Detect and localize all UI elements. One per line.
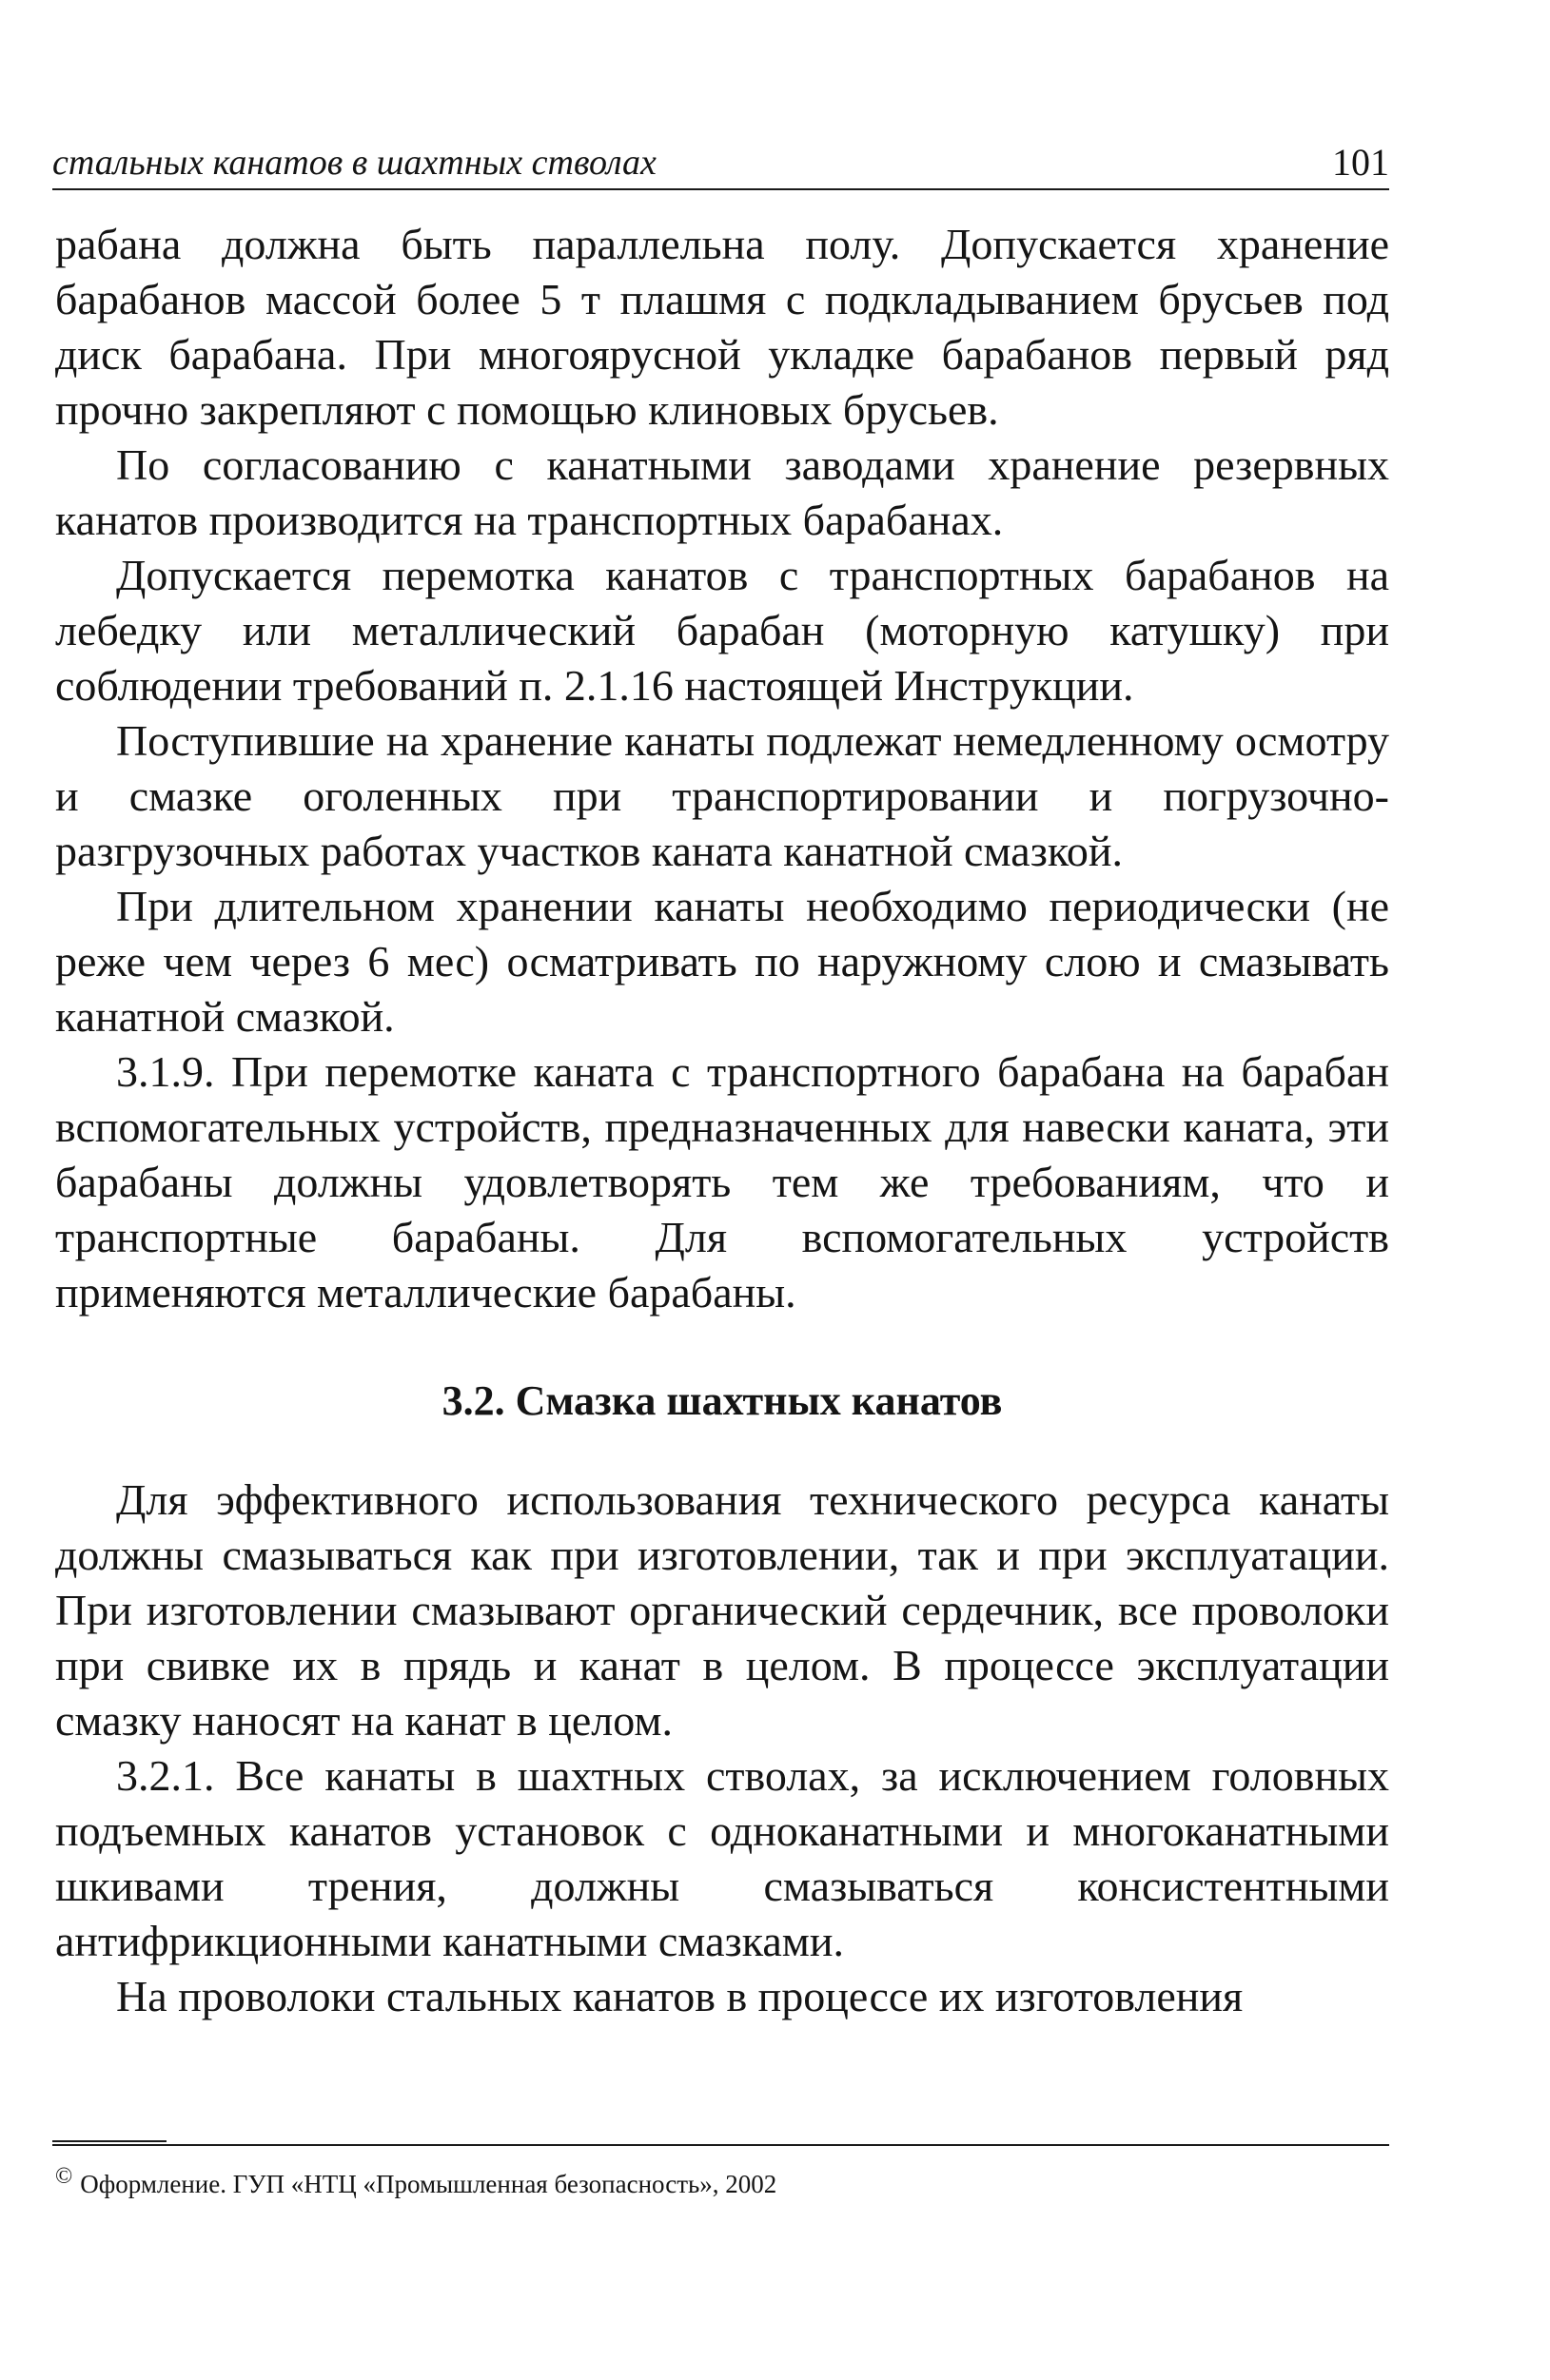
header-divider (52, 188, 1389, 190)
copyright-line (55, 2161, 776, 2199)
section-heading: 3.2. Смазка шахтных канатов (441, 1377, 1003, 1424)
paragraph-3-2-1: 3.2.1. Все канаты в шахтных стволах, за исключением головных подъемных канатов установок с одноканатными и многоканатными шкивами трения, должны смазываться консистентными антифрикционными канатными смазками. (55, 1751, 1389, 1965)
paragraph: При длительном хранении канаты необходимо периодически (не реже чем через 6 мес) осматривать по наружному слою и смазывать канатной смазкой. (55, 882, 1389, 1041)
running-title: стальных канатов в шахтных стволах (52, 143, 657, 183)
footer-rule-accent (52, 2140, 167, 2142)
paragraph: Допускается перемотка канатов с транспортных барабанов на лебедку или металлический барабан (моторную катушку) при соблюдении требований п. 2.1.16 настоящей Инструкции. (55, 551, 1389, 710)
section-paragraph-continued: На проволоки стальных канатов в процессе их изготовления (116, 1972, 1244, 2020)
paragraph: Поступившие на хранение канаты подлежат немедленному осмотру и смазке оголенных при транспортировании и погрузочно-разгрузочных работах участков каната канатной смазкой. (55, 716, 1389, 875)
body-text (55, 217, 1389, 2024)
section-paragraph: Для эффективного использования технического ресурса канаты должны смазываться как при изготовлении, так и при эксплуатации. При изготовлении смазывают органический сердечник, все проволоки при свивке их в прядь и канат в целом. В процессе эксплуатации смазку наносят на канат в целом. (55, 1475, 1389, 1745)
paragraph: По согласованию с канатными заводами хранение резервных канатов производится на транспортных барабанах. (55, 440, 1389, 544)
paragraph-3-1-9: 3.1.9. При перемотке каната с транспортного барабана на барабан вспомогательных устройств, предназначенных для навески каната, эти барабаны должны удовлетворять тем же требованиям, что и транспортные барабаны. Для вспомогательных устройств применяются металлические барабаны. (55, 1047, 1389, 1317)
running-header (52, 141, 1389, 185)
copyright-text: Оформление. ГУП «НТЦ «Промышленная безопасность», 2002 (80, 2170, 777, 2198)
footer-divider (52, 2144, 1389, 2146)
copyright-icon: © (55, 2164, 73, 2189)
page-number: 101 (1332, 141, 1389, 184)
paragraph-continuation: рабана должна быть параллельна полу. Допускается хранение барабанов массой более 5 т плашмя с подкладыванием брусьев под диск барабана. При многоярусной укладке барабанов первый ряд прочно закрепляют с помощью клиновых брусьев. (55, 220, 1389, 434)
